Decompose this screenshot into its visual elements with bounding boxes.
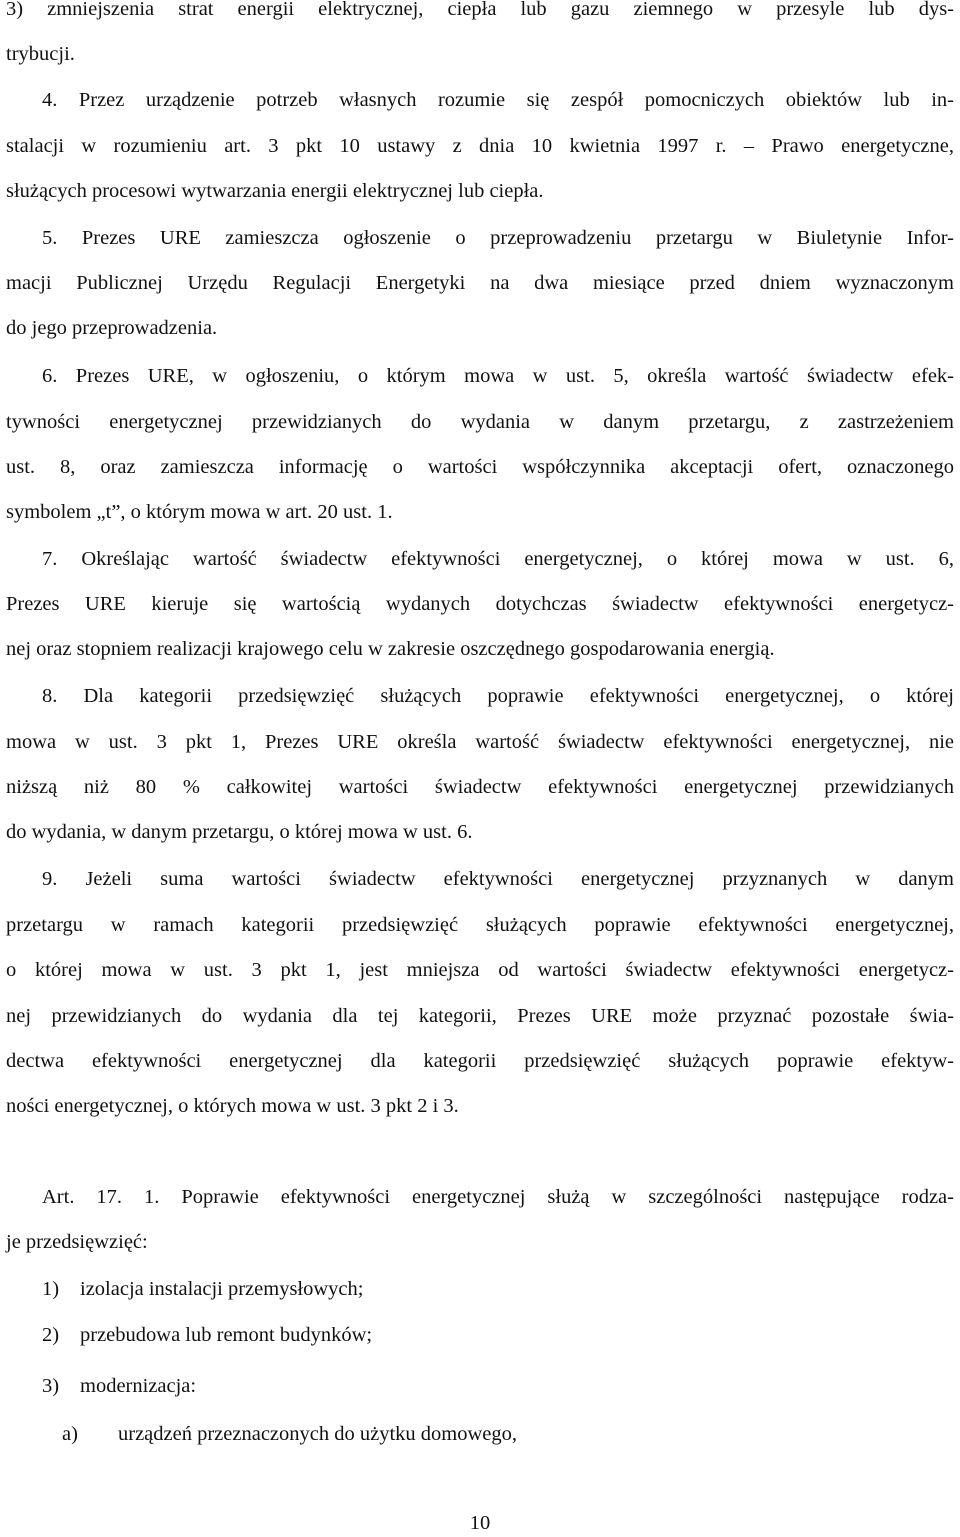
list-item	[42, 1374, 196, 1398]
text-line: 5. Prezes URE zamieszcza ogłoszenie o przeprowadzeniu przetargu w Biuletynie Infor-	[42, 227, 954, 249]
text-line: niższą niż 80 % całkowitej wartości świadectw efektywności energetycznej przewidzianych	[6, 776, 954, 798]
text-line: 6. Prezes URE, w ogłoszeniu, o którym mowa w ust. 5, określa wartość świadectw efek-	[42, 365, 954, 387]
text-line: przetargu w ramach kategorii przedsięwzięć służących poprawie efektywności energetycznej,	[6, 914, 954, 936]
text-line: macji Publicznej Urzędu Regulacji Energetyki na dwa miesiące przed dniem wyznaczonym	[6, 272, 954, 294]
text-line: nej przewidzianych do wydania dla tej kategorii, Prezes URE może przyznać pozostałe świa-	[6, 1005, 954, 1027]
text-line: mowa w ust. 3 pkt 1, Prezes URE określa wartość świadectw efektywności energetycznej, nie	[6, 731, 954, 753]
text-line: stalacji w rozumieniu art. 3 pkt 10 ustawy z dnia 10 kwietnia 1997 r. – Prawo energetyczne,	[6, 135, 954, 157]
text-line: o której mowa w ust. 3 pkt 1, jest mniejsza od wartości świadectw efektywności energetycz-	[6, 959, 954, 981]
text-line: 3) zmniejszenia strat energii elektrycznej, ciepła lub gazu ziemnego w przesyle lub dys-	[6, 0, 954, 20]
list-item-number: 2)	[42, 1324, 60, 1346]
sub-list-item	[62, 1422, 517, 1446]
sub-list-item-letter: a)	[62, 1423, 78, 1445]
text-line: 7. Określając wartość świadectw efektywności energetycznej, o której mowa w ust. 6,	[42, 548, 954, 570]
text-line: 4. Przez urządzenie potrzeb własnych rozumie się zespół pomocniczych obiektów lub in-	[42, 89, 954, 111]
text-line: służących procesowi wytwarzania energii elektrycznej lub ciepła.	[6, 180, 544, 202]
text-line: Prezes URE kieruje się wartością wydanych dotychczas świadectw efektywności energetycz-	[6, 593, 954, 615]
text-line: ności energetycznej, o których mowa w ust. 3 pkt 2 i 3.	[6, 1095, 459, 1117]
text-line: ust. 8, oraz zamieszcza informację o wartości współczynnika akceptacji ofert, oznaczonego	[6, 456, 954, 478]
text-line: 8. Dla kategorii przedsięwzięć służących poprawie efektywności energetycznej, o której	[42, 685, 954, 707]
article-heading-line: Art. 17. 1. Poprawie efektywności energetycznej służą w szczególności następujące rodza-	[42, 1186, 954, 1208]
page-number: 10	[469, 1512, 491, 1534]
text-line: je przedsięwzięć:	[6, 1231, 148, 1253]
text-line: 9. Jeżeli suma wartości świadectw efektywności energetycznej przyznanych w danym	[42, 868, 954, 890]
text-line: dectwa efektywności energetycznej dla kategorii przedsięwzięć służących poprawie efektyw-	[6, 1050, 954, 1072]
list-item-text: modernizacja:	[80, 1375, 197, 1397]
text-line: symbolem „t”, o którym mowa w art. 20 ust. 1.	[6, 501, 393, 523]
list-item-text: izolacja instalacji przemysłowych;	[80, 1278, 364, 1300]
text-line: nej oraz stopniem realizacji krajowego celu w zakresie oszczędnego gospodarowania energią.	[6, 638, 775, 660]
list-item	[42, 1323, 372, 1347]
text-line: tywności energetycznej przewidzianych do wydania w danym przetargu, z zastrzeżeniem	[6, 411, 954, 433]
text-line: do jego przeprowadzenia.	[6, 317, 218, 339]
text-line: trybucji.	[6, 43, 75, 65]
text-line: do wydania, w danym przetargu, o której mowa w ust. 6.	[6, 821, 473, 843]
list-item	[42, 1277, 363, 1301]
list-item-text: przebudowa lub remont budynków;	[80, 1324, 373, 1346]
sub-list-item-text: urządzeń przeznaczonych do użytku domowego,	[118, 1423, 518, 1445]
list-item-number: 3)	[42, 1375, 60, 1397]
list-item-number: 1)	[42, 1278, 60, 1300]
